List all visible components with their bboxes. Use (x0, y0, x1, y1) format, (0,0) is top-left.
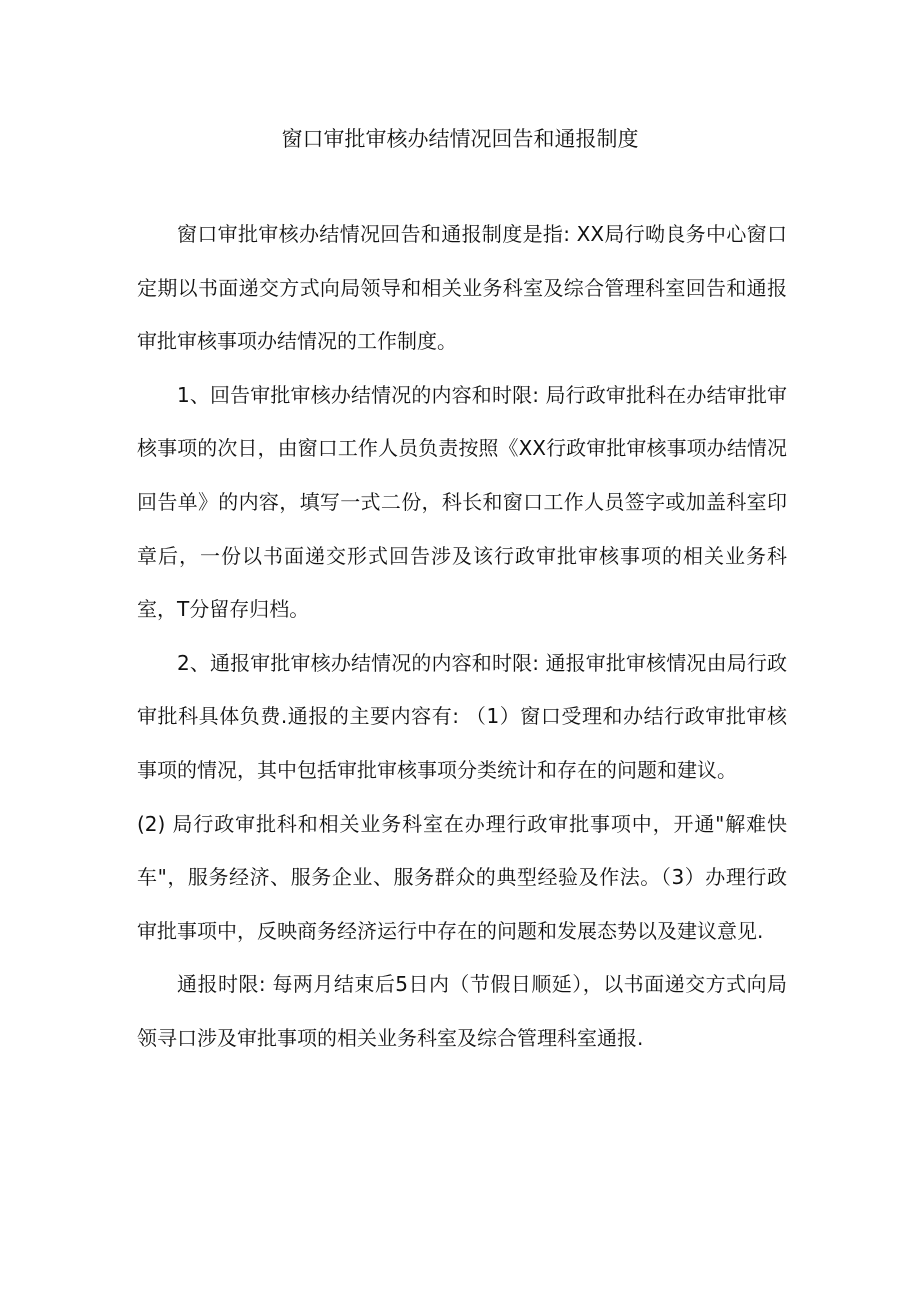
paragraph-reply-rules: 1、回告审批审核办结情况的内容和时限: 局行政审批科在办结审批审核事项的次日，由窗口工作人员负责按照《XX行政审批审核事项办结情况回告单》的内容，填写一式二份，科长和窗口工作人员签字或加盖科室印章后，一份以书面递交形式回告涉及该行政审批审核事项的相关业务科室，T分留存归档。 (137, 382, 787, 622)
document-body (137, 208, 787, 1066)
paragraph-definition: 窗口审批审核办结情况回告和通报制度是指: XX局行呦良务中心窗口定期以书面递交方式向局领导和相关业务科室及综合管理科室回告和通报审批审核事项办结情况的工作制度。 (137, 222, 787, 354)
paragraph-notification-timing: 通报时限: 每两月结束后5日内（节假日顺延），以书面递交方式向局领寻口涉及审批事项的相关业务科室及综合管理科室通报. (137, 972, 787, 1050)
paragraph-notification-items: (2) 局行政审批科和相关业务科室在办理行政审批事项中，开通"解难快车"，服务经济、服务企业、服务群众的典型经验及作法。（3）办理行政审批事项中，反映商务经济运行中存在的问题和发展态势以及建议意见. (137, 811, 787, 943)
document-title: 窗口审批审核办结情况回告和通报制度 (281, 127, 639, 151)
paragraph-notification-rules: 2、通报审批审核办结情况的内容和时限: 通报审批审核情况由局行政审批科具体负费.通报的主要内容有: （1）窗口受理和办结行政审批审核事项的情况，其中包括审批审核事项分类统计和存在的问题和建议。 (137, 650, 787, 782)
